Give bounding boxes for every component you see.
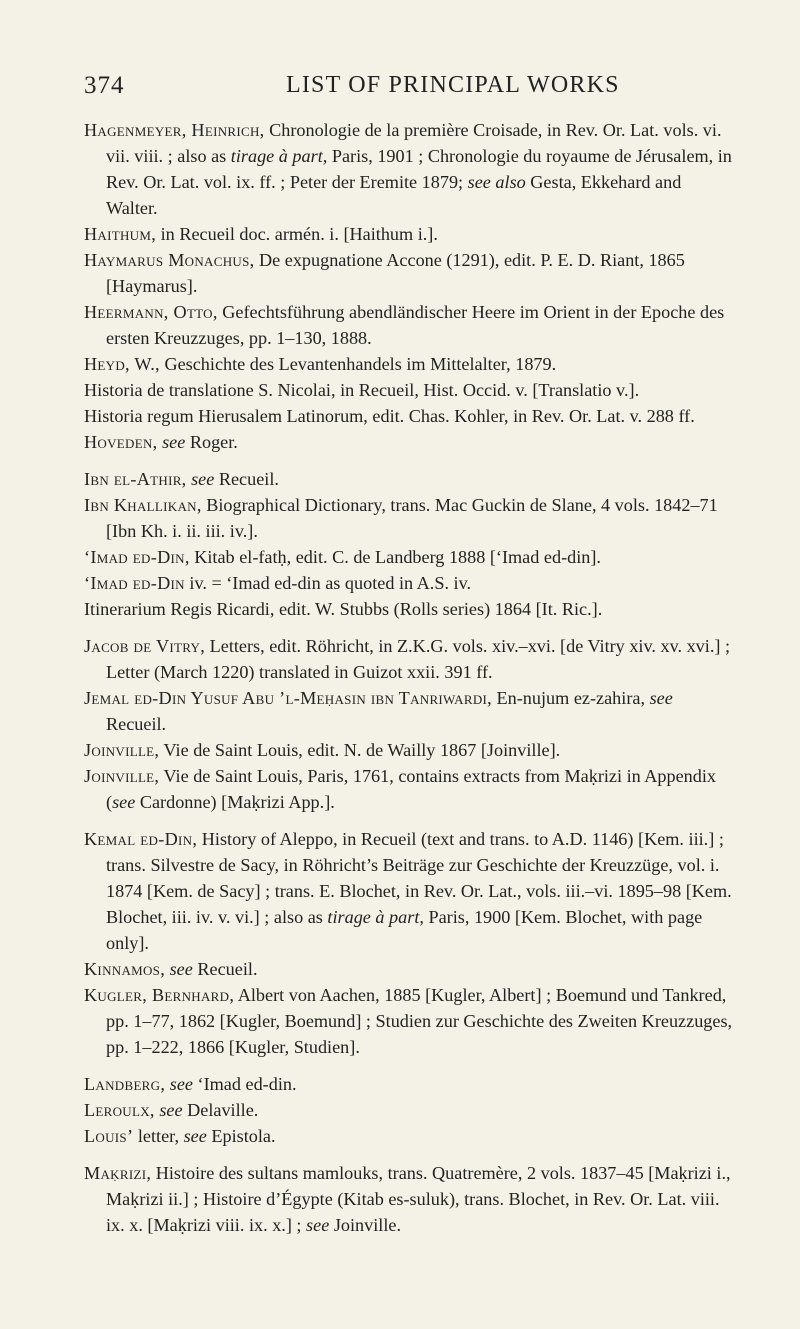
bibliography-entry xyxy=(84,1160,734,1238)
entry-heading: Ibn Khallikan, xyxy=(84,495,202,515)
italic-text: see xyxy=(159,1100,183,1120)
italic-text: see also xyxy=(467,172,526,192)
entry-text: Albert von Aachen, 1885 [Kugler, Albert] ; Boemund und Tankred, pp. 1–77, 1862 [Kugler, Boemund] ; Studien zur Geschichte des Zweiten Kreuzzuges, pp. 1–222, 1866 [Kugler, Studien]. xyxy=(106,985,733,1057)
entry-text: Cardonne) [Maḳrizi App.]. xyxy=(135,792,335,812)
entry-text: Historia regum Hierusalem Latinorum, edit. Chas. Kohler, in Rev. Or. Lat. v. 288 ff. xyxy=(84,406,695,426)
entry-group xyxy=(84,1160,734,1238)
italic-text: see xyxy=(306,1215,330,1235)
italic-text: see xyxy=(649,688,673,708)
entry-heading: Kemal ed-Din, xyxy=(84,829,198,849)
entry-text: Vie de Saint Louis, Paris, 1761, contains extracts from Maḳrizi in Appendix ( xyxy=(106,766,717,812)
italic-text: tirage à part, xyxy=(230,146,328,166)
bibliography-entry xyxy=(84,685,734,737)
bibliography-entry xyxy=(84,377,734,403)
entry-text: Roger. xyxy=(185,432,238,452)
entry-group xyxy=(84,826,734,1060)
entry-text: Paris, 1900 [Kem. Blochet, with page only]. xyxy=(106,907,703,953)
entry-heading: Hoveden, xyxy=(84,432,158,452)
bibliography-entry xyxy=(84,763,734,815)
entry-heading: ‘Imad ed-Din, xyxy=(84,547,190,567)
bibliography-entry xyxy=(84,956,734,982)
bibliography-entry xyxy=(84,570,734,596)
entry-text: Chronologie de la première Croisade, in Rev. Or. Lat. vols. vi. vii. viii. ; also as xyxy=(106,120,722,166)
entry-text: Recueil. xyxy=(214,469,279,489)
entry-text: Geschichte des Levantenhandels im Mittelalter, 1879. xyxy=(159,354,557,374)
entry-text: Historia de translatione S. Nicolai, in Recueil, Hist. Occid. v. [Translatio v.]. xyxy=(84,380,640,400)
entry-heading: Ibn el-Athir, xyxy=(84,469,187,489)
italic-text: see xyxy=(162,432,186,452)
bibliography-entry xyxy=(84,351,734,377)
entry-text: Joinville. xyxy=(329,1215,402,1235)
entry-heading: Heermann, Otto, xyxy=(84,302,218,322)
entry-heading: Landberg, xyxy=(84,1074,166,1094)
bibliography-entry xyxy=(84,429,734,455)
bibliography-entry xyxy=(84,403,734,429)
entry-text: iv. = ‘Imad ed-din as quoted in A.S. iv. xyxy=(184,573,472,593)
entry-text: in Recueil doc. armén. i. [Haithum i.]. xyxy=(156,224,438,244)
bibliography-entry xyxy=(84,633,734,685)
bibliography-entry xyxy=(84,117,734,221)
bibliography-entry xyxy=(84,737,734,763)
entry-text: History of Aleppo, in Recueil (text and trans. to A.D. 1146) [Kem. iii.] ; trans. Silvestre de Sacy, in Röhricht’s Beiträge zur Geschichte der Kreuzzüge, vol. i. 1874 [Kem. de Sacy] ; trans. E. Blochet, in Rev. Or. Lat., vols. iii.–vi. 1895–98 [Kem. Blochet, iii. iv. v. vi.] ; also as xyxy=(106,829,732,927)
italic-text: see xyxy=(112,792,136,812)
bibliography-entry xyxy=(84,982,734,1060)
italic-text: tirage à part, xyxy=(327,907,424,927)
bibliography-entry xyxy=(84,466,734,492)
entry-heading: Haithum, xyxy=(84,224,157,244)
page-number: 374 xyxy=(84,72,125,99)
entry-text: Kitab el-fatḥ, edit. C. de Landberg 1888 [‘Imad ed-din]. xyxy=(189,547,601,567)
bibliography-entry xyxy=(84,247,734,299)
entry-heading: Jemal ed-Din Yusuf Abu ’l-Meḥasin ibn Tanriwardi, xyxy=(84,688,492,708)
entry-group xyxy=(84,1071,734,1149)
bibliography-entry xyxy=(84,544,734,570)
entry-text: En-nujum ez-zahira, xyxy=(492,688,650,708)
bibliography-entry xyxy=(84,1071,734,1097)
entry-text: Biographical Dictionary, trans. Mac Guckin de Slane, 4 vols. 1842–71 [Ibn Kh. i. ii. iii. iv.]. xyxy=(106,495,718,541)
entry-text: letter, xyxy=(133,1126,184,1146)
bibliography-entry xyxy=(84,299,734,351)
entry-heading: Maḳrizi, xyxy=(84,1163,152,1183)
entry-text: Histoire des sultans mamlouks, trans. Quatremère, 2 vols. 1837–45 [Maḳrizi i., Maḳrizi ii.] ; Histoire d’Égypte (Kitab es-suluk), trans. Blochet, in Rev. Or. Lat. viii. ix. x. [Maḳrizi viii. ix. x.] ; xyxy=(106,1163,731,1235)
entry-heading: Kinnamos, xyxy=(84,959,166,979)
entry-text: Letters, edit. Röhricht, in Z.K.G. vols. xiv.–xvi. [de Vitry xiv. xv. xvi.] ; Letter (March 1220) translated in Guizot xxii. 391 ff. xyxy=(106,636,731,682)
entry-heading: Louis’ xyxy=(84,1126,134,1146)
bibliography-entry xyxy=(84,1097,734,1123)
entry-heading: Hagenmeyer, Heinrich, xyxy=(84,120,265,140)
italic-text: see xyxy=(191,469,215,489)
bibliography-list xyxy=(84,117,734,1249)
entry-text: Vie de Saint Louis, edit. N. de Wailly 1867 [Joinville]. xyxy=(159,740,561,760)
entry-text: Epistola. xyxy=(206,1126,276,1146)
bibliography-entry xyxy=(84,826,734,956)
running-head: LIST OF PRINCIPAL WORKS xyxy=(286,72,620,98)
entry-heading: Heyd, W., xyxy=(84,354,160,374)
bibliography-entry xyxy=(84,1123,734,1149)
entry-text: Gefechtsführung abendländischer Heere im Orient in der Epoche des ersten Kreuzzuges, pp. 1–130, 1888. xyxy=(106,302,725,348)
entry-group xyxy=(84,117,734,455)
entry-heading: Jacob de Vitry, xyxy=(84,636,206,656)
italic-text: see xyxy=(169,959,193,979)
entry-text: Paris, 1901 ; Chronologie du royaume de Jérusalem, in Rev. Or. Lat. vol. ix. ff. ; Peter der Eremite 1879; xyxy=(106,146,732,192)
entry-heading: Joinville, xyxy=(84,766,160,786)
entry-heading: ‘Imad ed-Din xyxy=(84,573,185,593)
entry-text: Itinerarium Regis Ricardi, edit. W. Stubbs (Rolls series) 1864 [It. Ric.]. xyxy=(84,599,603,619)
entry-heading: Kugler, Bernhard, xyxy=(84,985,235,1005)
entry-group xyxy=(84,633,734,815)
italic-text: see xyxy=(169,1074,193,1094)
bibliography-entry xyxy=(84,221,734,247)
italic-text: see xyxy=(183,1126,207,1146)
entry-heading: Haymarus Monachus, xyxy=(84,250,255,270)
entry-text: De expugnatione Accone (1291), edit. P. E. D. Riant, 1865 [Haymarus]. xyxy=(106,250,685,296)
entry-heading: Leroulx, xyxy=(84,1100,155,1120)
entry-heading: Joinville, xyxy=(84,740,160,760)
entry-text: ‘Imad ed-din. xyxy=(192,1074,297,1094)
bibliography-entry xyxy=(84,492,734,544)
entry-text: Delaville. xyxy=(182,1100,259,1120)
entry-text: Recueil. xyxy=(192,959,258,979)
bibliography-entry xyxy=(84,596,734,622)
entry-group xyxy=(84,466,734,622)
entry-text: Gesta, Ekkehard and Walter. xyxy=(106,172,682,218)
entry-text: Recueil. xyxy=(106,714,167,734)
